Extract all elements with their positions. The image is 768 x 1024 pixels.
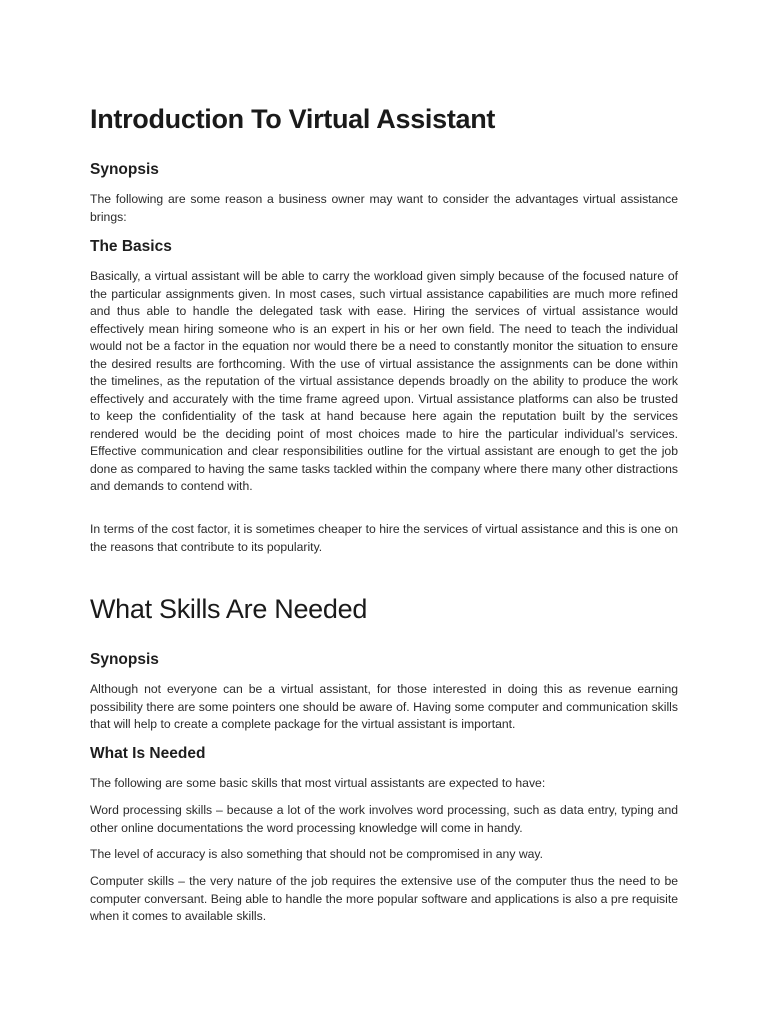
basics-paragraph-1: Basically, a virtual assistant will be able to carry the workload given simply because of the focused nature of the particular assignments given. In most cases, such virtual assistance capabilities are much more refined and thus able to handle the delegated task with ease. Hiring the services of virtual assistance would effectively mean hiring someone who is an expert in his or her own field. The need to teach the individual would not be a factor in the equation nor would there be a need to constantly monitor the situation to ensure the desired results are forthcoming. With the use of virtual assistance the assignments can be done within the timelines, as the reputation of the virtual assistance depends broadly on the ability to produce the work effectively and accurately with the time frame agreed upon. Virtual assistance platforms can also be trusted to keep the confidentiality of the task at hand because here again the reputation built by the services rendered would be the deciding point of most choices made to hire the particular individual’s services. Effective communication and clear responsibilities outline for the virtual assistant are enough to get the job done as compared to having the same tasks tackled within the company where there many other distractions and demands to contend with. [90, 269, 678, 493]
needed-paragraph-2: Word processing skills – because a lot of the work involves word processing, such as data entry, typing and other online documentations the word processing knowledge will come in handy. [90, 803, 678, 835]
what-is-needed-heading: What Is Needed [90, 745, 206, 762]
section-title-skills: What Skills Are Needed [90, 594, 368, 624]
needed-paragraph-3: The level of accuracy is also something that should not be compromised in any way. [90, 847, 543, 861]
needed-paragraph-4: Computer skills – the very nature of the job requires the extensive use of the computer thus the need to be computer conversant. Being able to handle the more popular software and applications is also a pre requisite when it comes to available skills. [90, 874, 678, 923]
synopsis-paragraph-2: Although not everyone can be a virtual assistant, for those interested in doing this as revenue earning possibility there are some pointers one should be aware of. Having some computer and communication skills that will help to create a complete package for the virtual assistant is important. [90, 682, 678, 731]
synopsis-heading-2: Synopsis [90, 651, 159, 668]
needed-paragraph-1: The following are some basic skills that most virtual assistants are expected to have: [90, 776, 546, 790]
basics-paragraph-2: In terms of the cost factor, it is sometimes cheaper to hire the services of virtual assistance and this is one on the reasons that contribute to its popularity. [90, 522, 678, 554]
synopsis-paragraph: The following are some reason a business owner may want to consider the advantages virtual assistance brings: [90, 192, 678, 224]
the-basics-heading: The Basics [90, 238, 172, 255]
section-title-introduction: Introduction To Virtual Assistant [90, 104, 496, 134]
synopsis-heading: Synopsis [90, 161, 159, 178]
